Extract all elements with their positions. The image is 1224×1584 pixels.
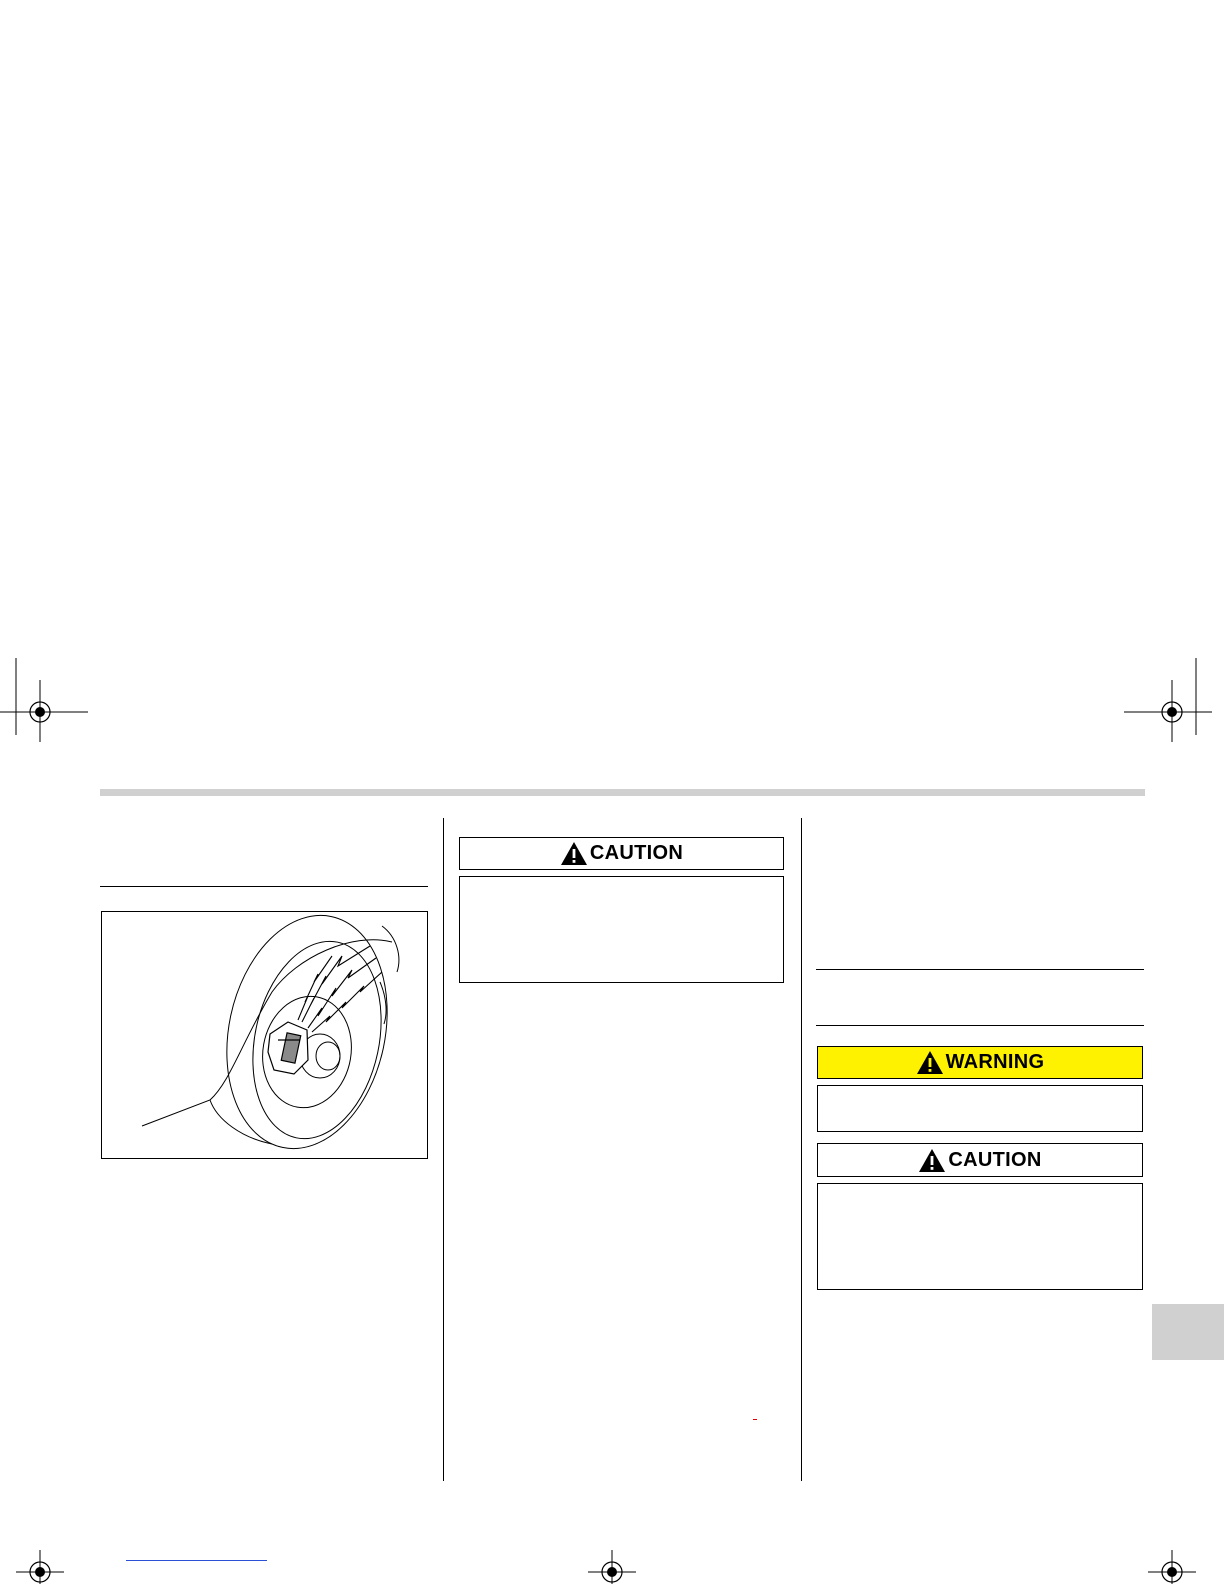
warning-label: WARNING xyxy=(945,1051,1045,1073)
header-rule xyxy=(100,789,1145,796)
caution-header xyxy=(459,837,784,870)
chapter-thumb-tab xyxy=(1152,1304,1224,1360)
warning-body xyxy=(817,1085,1143,1132)
column-divider-right xyxy=(801,818,802,1481)
warning-triangle-icon xyxy=(560,841,588,866)
warning-header xyxy=(817,1046,1143,1079)
caution-header-right xyxy=(817,1143,1143,1177)
section-rule-left xyxy=(100,886,428,887)
revision-mark xyxy=(753,1419,757,1420)
footer-link-underline[interactable] xyxy=(126,1560,267,1561)
illustration-frame xyxy=(101,911,428,1159)
warning-triangle-icon xyxy=(916,1050,944,1075)
column-divider-left xyxy=(443,818,444,1481)
registration-crosshair-icon xyxy=(600,1560,624,1584)
registration-crosshair-icon xyxy=(28,1560,52,1584)
registration-crosshair-icon xyxy=(1160,700,1184,724)
brake-disc-with-sparks-illustration xyxy=(102,912,427,1158)
caution-body-right xyxy=(817,1183,1143,1290)
section-rule-right-2 xyxy=(816,1025,1144,1026)
warning-triangle-icon xyxy=(918,1148,946,1173)
caution-body xyxy=(459,876,784,983)
caution-label: CAUTION xyxy=(589,842,684,864)
registration-crosshair-icon xyxy=(28,700,52,724)
section-rule-right-1 xyxy=(816,969,1144,970)
caution-label-right: CAUTION xyxy=(948,1148,1042,1171)
registration-crosshair-icon xyxy=(1160,1560,1184,1584)
